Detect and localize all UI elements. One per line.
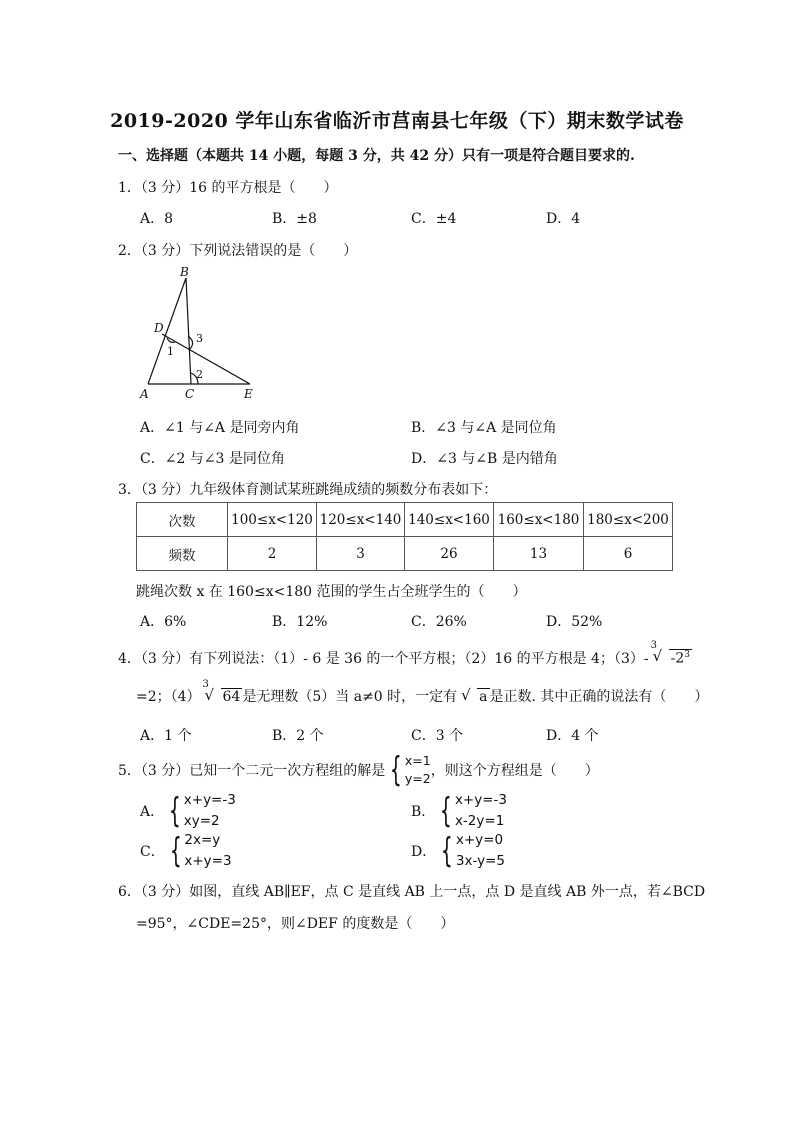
q2-option-b: B．∠3 与∠A 是同位角 — [411, 420, 557, 436]
cube-root-neg2-cubed: 3 √ $-2^3$ — [650, 640, 690, 667]
q5-stem-b: ，则这个方程组是（ ） — [430, 763, 599, 779]
exponent: 3 — [684, 650, 690, 661]
equation: x+y=-3 — [454, 792, 507, 808]
table-cell-range: 160≤x<180 — [494, 503, 584, 537]
equation: xy=2 — [183, 813, 220, 829]
q4-line2c: 是正数. 其中正确的说法有（ ） — [489, 689, 709, 705]
q6-line1: 6．（3 分）如图，直线 AB∥EF，点 C 是直线 AB 上一点，点 D 是直线 AB 外一点，若∠BCD — [118, 884, 706, 900]
table-cell-range: 180≤x<200 — [584, 503, 673, 537]
option-label: B． — [411, 804, 436, 820]
q4-option-b: B．2 个 — [272, 728, 324, 744]
q2-option-c: C．∠2 与∠3 是同位角 — [140, 451, 285, 467]
q2-stem: 2．（3 分）下列说法错误的是（ ） — [118, 243, 358, 259]
option-label: A． — [140, 804, 165, 820]
cube-root-64: 3 √ 64 — [202, 679, 241, 705]
q4-line1 — [118, 640, 692, 668]
line-de — [162, 334, 250, 384]
sqrt-a: √ a — [461, 686, 488, 705]
q5-option-b: B． { x+y=-3 x-2y=1 — [411, 791, 507, 831]
table-header-count: 次数 — [137, 503, 228, 537]
q5-solution-system: { x=1 y=2 — [390, 750, 431, 790]
table-cell-range: 120≤x<140 — [317, 503, 405, 537]
radicand: a — [479, 689, 488, 705]
equation: x-2y=1 — [454, 813, 505, 829]
table-cell-freq: 2 — [228, 537, 317, 571]
root-index: 3 — [202, 679, 209, 690]
equation: 2x=y — [184, 832, 221, 848]
label-angle-1: 1 — [167, 345, 174, 358]
q5-option-a: A． { x+y=-3 xy=2 — [140, 791, 236, 831]
section-heading: 一、选择题（本题共 14 小题，每题 3 分，共 42 分）只有一项是符合题目要求的. — [118, 148, 635, 164]
q4-line2b: 是无理数（5）当 a≠0 时，一定有 — [242, 689, 458, 705]
equation: x+y=3 — [184, 853, 232, 869]
root-index: 3 — [650, 640, 657, 652]
q3-option-a: A．6% — [140, 614, 187, 630]
equation: 3x-y=5 — [455, 853, 505, 869]
q4-option-c: C．3 个 — [411, 728, 464, 744]
page-title: 2019-2020 学年山东省临沂市莒南县七年级（下）期末数学试卷 — [110, 110, 684, 132]
table-row — [137, 503, 673, 537]
label-angle-3: 3 — [196, 332, 203, 345]
q5-option-c: C． { 2x=y x+y=3 — [140, 831, 232, 871]
q3-question: 跳绳次数 x 在 160≤x<180 范围的学生占全班学生的（ ） — [136, 584, 527, 600]
q1-stem: 1．（3 分）16 的平方根是（ ） — [118, 180, 338, 196]
q1-option-c: C．±4 — [411, 211, 457, 227]
table-header-frequency: 频数 — [137, 537, 228, 571]
q2-option-d: D．∠3 与∠B 是内错角 — [411, 451, 558, 467]
q5-stem — [118, 752, 599, 788]
q3-option-d: D．52% — [546, 614, 603, 630]
triangle-figure — [134, 262, 264, 406]
table-cell-freq: 3 — [317, 537, 405, 571]
q4-option-a: A．1 个 — [140, 728, 192, 744]
q6-line2: =95°，∠CDE=25°，则∠DEF 的度数是（ ） — [136, 916, 455, 932]
q2-option-a: A．∠1 与∠A 是同旁内角 — [140, 420, 300, 436]
option-label: D． — [411, 844, 437, 860]
q4-option-d: D．4 个 — [546, 728, 599, 744]
q1-option-a: A．8 — [140, 211, 174, 227]
q5-stem-a: 5．（3 分）已知一个二元一次方程组的解是 — [118, 763, 386, 779]
table-cell-freq: 26 — [405, 537, 494, 571]
equation: x+y=0 — [455, 832, 504, 848]
label-a: A — [140, 387, 149, 401]
equation: x=1 — [404, 753, 431, 768]
line-bc — [186, 278, 191, 384]
label-angle-2: 2 — [196, 368, 203, 381]
q4-line1-text: 4．（3 分）有下列说法：（1）- 6 是 36 的一个平方根；（2）16 的平方根是 4；（3）- — [118, 651, 649, 667]
label-d: D — [154, 321, 164, 335]
label-e: E — [244, 387, 253, 401]
radicand: 64 — [222, 689, 241, 705]
label-b: B — [180, 265, 189, 279]
frequency-table — [136, 502, 673, 571]
table-cell-freq: 6 — [584, 537, 673, 571]
table-row — [137, 537, 673, 571]
table-cell-range: 140≤x<160 — [405, 503, 494, 537]
q3-stem: 3．（3 分）九年级体育测试某班跳绳成绩的频数分布表如下： — [118, 482, 498, 498]
equation: y=2 — [404, 771, 431, 786]
equation: x+y=-3 — [183, 792, 236, 808]
option-label: C． — [140, 844, 165, 860]
table-cell-freq: 13 — [494, 537, 584, 571]
radicand: -2 — [670, 651, 685, 667]
q1-option-d: D．4 — [546, 211, 581, 227]
table-cell-range: 100≤x<120 — [228, 503, 317, 537]
q4-line2 — [136, 679, 709, 706]
label-c: C — [185, 387, 195, 401]
q3-option-b: B．12% — [272, 614, 328, 630]
q5-option-d: D． { x+y=0 3x-y=5 — [411, 831, 505, 871]
q3-option-c: C．26% — [411, 614, 467, 630]
q1-option-b: B．±8 — [272, 211, 317, 227]
q4-line2a: =2；（4） — [136, 689, 201, 705]
